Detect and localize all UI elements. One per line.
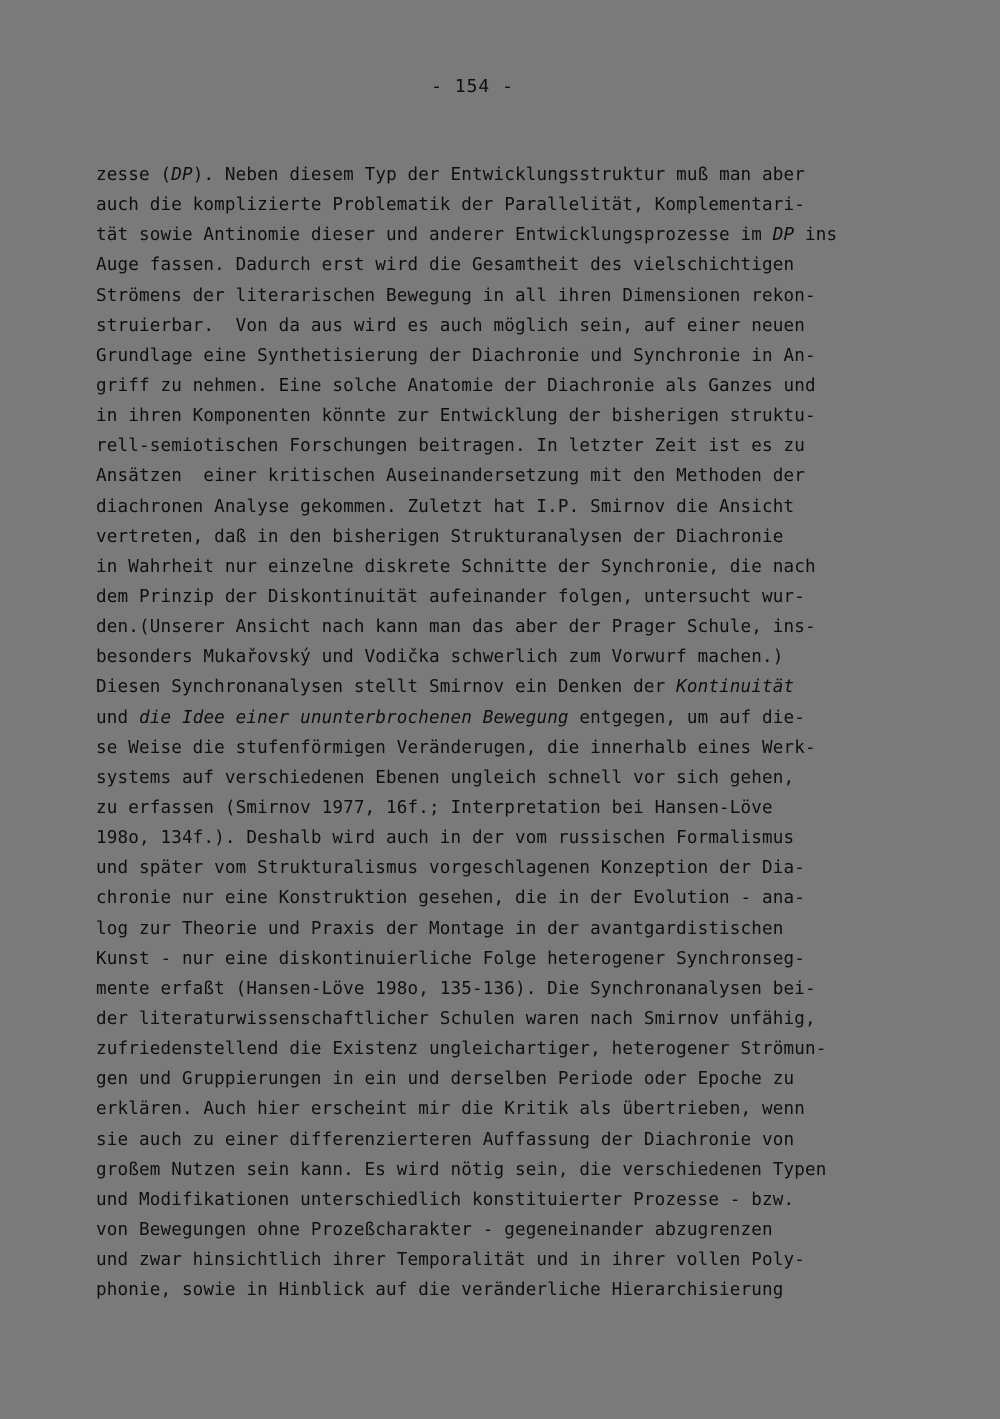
text-segment: griff zu nehmen. Eine solche Anatomie der Diachronie als Ganzes und — [96, 375, 816, 396]
text-line — [96, 371, 916, 401]
text-segment: 198o, 134f.). Deshalb wird auch in der vom russischen Formalismus — [96, 828, 795, 849]
text-segment: erklären. Auch hier erscheint mir die Kritik als übertrieben, wenn — [96, 1099, 805, 1120]
text-segment: tät sowie Antinomie dieser und anderer Entwicklungsprozesse im — [96, 225, 773, 246]
italic-text-segment: DP — [772, 225, 795, 246]
text-line — [96, 220, 916, 250]
text-segment: rell-semiotischen Forschungen beitragen. In letzter Zeit ist es zu — [96, 436, 805, 457]
text-line — [96, 853, 916, 883]
text-segment: der literaturwissenschaftlicher Schulen waren nach Smirnov unfähig, — [96, 1008, 816, 1029]
text-line — [96, 612, 916, 642]
text-segment: in Wahrheit nur einzelne diskrete Schnitte der Synchronie, die nach — [96, 556, 816, 577]
text-segment: Strömens der literarischen Bewegung in all ihren Dimensionen rekon- — [96, 285, 816, 306]
text-line — [96, 461, 916, 491]
text-line — [96, 160, 916, 190]
text-line — [96, 341, 916, 371]
text-line — [96, 1245, 916, 1275]
text-segment: systems auf verschiedenen Ebenen ungleich schnell vor sich gehen, — [96, 767, 795, 788]
text-line — [96, 1064, 916, 1094]
text-line — [96, 431, 916, 461]
text-segment: Diesen Synchronanalysen stellt Smirnov ein Denken der — [96, 677, 677, 698]
text-segment: struierbar. Von da aus wird es auch möglich sein, auf einer neuen — [96, 315, 805, 336]
page-number: - 154 - — [431, 76, 514, 97]
text-segment: den.(Unserer Ansicht nach kann man das aber der Prager Schule, ins- — [96, 617, 816, 638]
text-line — [96, 944, 916, 974]
text-segment: Kunst - nur eine diskontinuierliche Folge heterogener Synchronseg- — [96, 948, 805, 969]
text-line — [96, 190, 916, 220]
text-line — [96, 1155, 916, 1185]
text-segment: vertreten, daß in den bisherigen Strukturanalysen der Diachronie — [96, 526, 784, 547]
text-segment: Grundlage eine Synthetisierung der Diachronie und Synchronie in An- — [96, 345, 816, 366]
text-segment: ). Neben diesem Typ der Entwicklungsstruktur muß man aber — [192, 165, 806, 185]
text-segment: zufriedenstellend die Existenz ungleichartiger, heterogener Strömun- — [96, 1039, 827, 1060]
text-segment: von Bewegungen ohne Prozeßcharakter - gegeneinander abzugrenzen — [96, 1219, 773, 1240]
text-segment: und — [96, 707, 139, 728]
text-line — [96, 672, 916, 702]
text-segment: gen und Gruppierungen in ein und derselben Periode oder Epoche zu — [96, 1069, 795, 1090]
text-segment: se Weise die stufenförmigen Veränderugen, die innerhalb eines Werk- — [96, 737, 816, 758]
text-segment: und später vom Strukturalismus vorgeschlagenen Konzeption der Dia- — [96, 858, 805, 879]
text-segment: und Modifikationen unterschiedlich konstituierter Prozesse - bzw. — [96, 1189, 795, 1210]
text-line — [96, 1004, 916, 1034]
text-line — [96, 642, 916, 672]
text-line — [96, 883, 916, 913]
text-line — [96, 703, 916, 733]
text-segment: entgegen, um auf die- — [568, 707, 806, 728]
text-line — [96, 733, 916, 763]
body-text — [96, 160, 916, 1305]
text-line — [96, 1094, 916, 1124]
text-line — [96, 763, 916, 793]
text-segment: phonie, sowie in Hinblick auf die veränderliche Hierarchisierung — [96, 1280, 784, 1301]
text-segment: großem Nutzen sein kann. Es wird nötig sein, die verschiedenen Typen — [96, 1159, 827, 1180]
text-segment: sie auch zu einer differenzierteren Auffassung der Diachronie von — [96, 1129, 795, 1150]
text-line — [96, 1275, 916, 1305]
italic-text-segment: die Idee einer ununterbrochenen Bewegung — [138, 707, 569, 728]
text-line — [96, 1125, 916, 1155]
text-segment: Ansätzen einer kritischen Auseinandersetzung mit den Methoden der — [96, 466, 805, 487]
text-line — [96, 974, 916, 1004]
text-segment: diachronen Analyse gekommen. Zuletzt hat I.P. Smirnov die Ansicht — [96, 496, 795, 517]
text-segment: dem Prinzip der Diskontinuität aufeinander folgen, untersucht wur- — [96, 586, 805, 607]
text-segment: ins — [794, 225, 838, 246]
text-segment: in ihren Komponenten könnte zur Entwicklung der bisherigen struktu- — [96, 406, 816, 427]
text-line — [96, 492, 916, 522]
text-line — [96, 793, 916, 823]
text-segment: zu erfassen (Smirnov 1977, 16f.; Interpretation bei Hansen-Löve — [96, 797, 773, 818]
text-line — [96, 311, 916, 341]
text-line — [96, 582, 916, 612]
text-line — [96, 1215, 916, 1245]
text-line — [96, 914, 916, 944]
text-segment: zesse ( — [96, 165, 172, 185]
text-segment: besonders Mukařovský und Vodička schwerlich zum Vorwurf machen.) — [96, 647, 784, 668]
italic-text-segment: Kontinuität — [676, 677, 795, 698]
text-segment: chronie nur eine Konstruktion gesehen, die in der Evolution - ana- — [96, 888, 805, 909]
text-segment: und zwar hinsichtlich ihrer Temporalität und in ihrer vollen Poly- — [96, 1250, 805, 1271]
text-line — [96, 552, 916, 582]
text-segment: mente erfaßt (Hansen-Löve 198o, 135-136). Die Synchronanalysen bei- — [96, 978, 816, 999]
text-line — [96, 522, 916, 552]
text-line — [96, 1034, 916, 1064]
text-line — [96, 281, 916, 311]
italic-text-segment: DP — [171, 165, 193, 185]
text-line — [96, 401, 916, 431]
text-line — [96, 1185, 916, 1215]
text-segment: log zur Theorie und Praxis der Montage in der avantgardistischen — [96, 918, 784, 939]
text-segment: Auge fassen. Dadurch erst wird die Gesamtheit des vielschichtigen — [96, 255, 795, 276]
text-line — [96, 823, 916, 853]
text-line — [96, 250, 916, 280]
text-segment: auch die komplizierte Problematik der Parallelität, Komplementari- — [96, 195, 805, 216]
